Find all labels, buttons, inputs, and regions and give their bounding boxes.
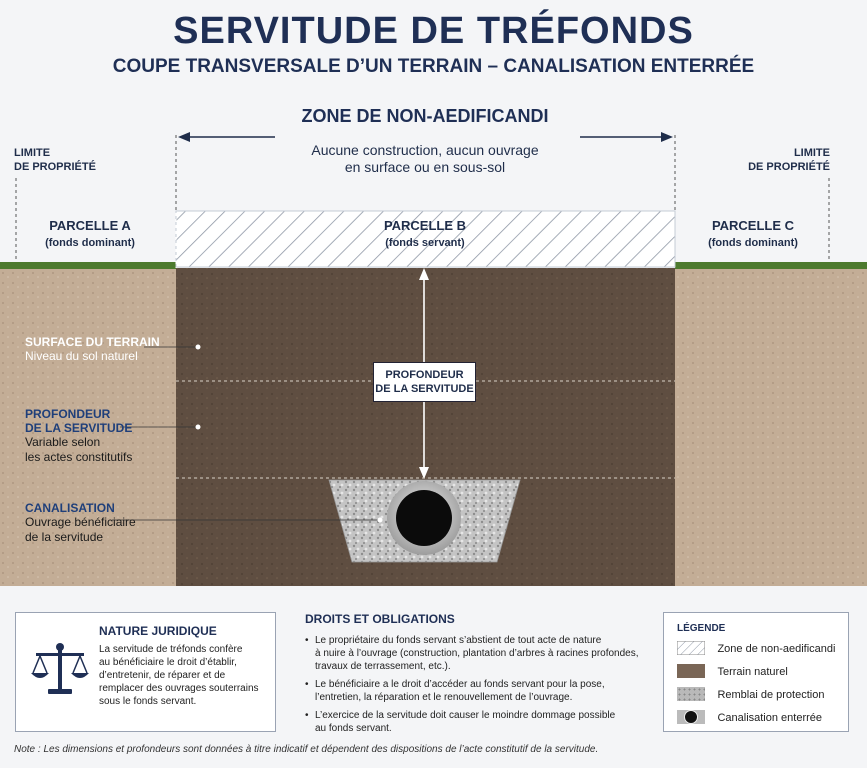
nature-juridique-box	[15, 612, 276, 732]
property-limit-right	[730, 146, 830, 174]
rights-line: au fonds servant.	[315, 723, 392, 734]
parcel-b-role: (fonds servant)	[385, 237, 465, 249]
depth-head-1: PROFONDEUR	[25, 407, 111, 421]
legend-title: LÉGENDE	[677, 623, 726, 634]
grass-left	[0, 262, 176, 269]
parcel-c-name: PARCELLE C	[711, 218, 795, 233]
soil-parcel-c	[675, 268, 867, 586]
nature-title: NATURE JURIDIQUE	[99, 624, 217, 638]
gravel-swatch-icon	[677, 687, 705, 701]
bullet-icon: •	[305, 679, 309, 690]
rights-item	[305, 634, 645, 673]
page-title: SERVITUDE DE TRÉFONDS	[173, 10, 694, 52]
rights-line: l’entretien, la réparation et le renouvellement de l’ouvrage.	[315, 692, 573, 703]
nature-line: au bénéficiaire le droit d’établir,	[99, 657, 237, 668]
legend-item	[677, 708, 822, 726]
rights-line: travaux de terrassement, etc.).	[315, 661, 451, 672]
nature-line: d’entretenir, de réparer et de	[99, 670, 226, 681]
parcel-b-name: PARCELLE B	[383, 218, 467, 233]
depth-box-line1: PROFONDEUR	[385, 369, 464, 381]
pipe-inner	[396, 490, 452, 546]
legend-item	[677, 639, 835, 657]
depth-head-2: DE LA SERVITUDE	[25, 421, 133, 435]
parcel-c-role: (fonds dominant)	[708, 237, 798, 249]
limit-right-line2: DE PROPRIÉTÉ	[748, 161, 830, 173]
pipe-head: CANALISATION	[25, 501, 115, 515]
surface-annotation	[25, 335, 160, 364]
pipe-swatch-icon	[677, 710, 705, 724]
grass-right	[675, 262, 867, 269]
rights-section	[305, 612, 645, 735]
nature-line: sous le fonds servant.	[99, 696, 197, 707]
rights-line: Le bénéficiaire a le droit d’accéder au fonds servant pour la pose,	[315, 679, 605, 690]
scales-icon	[30, 641, 90, 701]
depth-annotation	[25, 407, 132, 465]
legend-label: Terrain naturel	[717, 666, 788, 678]
pipe-text-1: Ouvrage bénéficiaire	[25, 515, 136, 529]
zone-description	[175, 142, 675, 176]
property-limit-left	[14, 146, 96, 174]
legend-label: Zone de non-aedificandi	[717, 643, 836, 655]
page-subtitle: COUPE TRANSVERSALE D’UN TERRAIN – CANALISATION ENTERRÉE	[112, 56, 755, 77]
rights-item	[305, 709, 645, 735]
zone-desc-line2: en surface ou en sous-sol	[344, 159, 506, 175]
legend-label: Remblai de protection	[717, 689, 825, 701]
rights-line: L’exercice de la servitude doit causer le moindre dommage possible	[315, 710, 616, 721]
nature-text	[99, 643, 271, 708]
rights-item	[305, 678, 645, 704]
zone-title: ZONE DE NON-AEDIFICANDI	[301, 106, 549, 126]
rights-title: DROITS ET OBLIGATIONS	[305, 612, 455, 626]
pipe-text-2: de la servitude	[25, 530, 104, 544]
limit-left-line1: LIMITE	[14, 147, 51, 159]
parcel-a-role: (fonds dominant)	[45, 237, 135, 249]
rights-line: à nuire à l’ouvrage (construction, plantation d’arbres à racines profondes,	[315, 648, 639, 659]
depth-label-box	[373, 362, 476, 402]
bullet-icon: •	[305, 635, 309, 646]
depth-text-1: Variable selon	[25, 435, 101, 449]
footnote: Note : Les dimensions et profondeurs sont données à titre indicatif et dépendent des dispositions de l’acte constitutif de la servitude.	[14, 744, 599, 755]
surface-head: SURFACE DU TERRAIN	[25, 335, 160, 349]
pipe-annotation	[25, 501, 136, 545]
nature-line: remplacer des ouvrages souterrains	[99, 683, 259, 694]
parcel-c	[683, 218, 823, 249]
nature-line: La servitude de tréfonds confère	[99, 644, 243, 655]
legend-item	[677, 662, 788, 680]
depth-text-2: les actes constitutifs	[25, 450, 133, 464]
limit-left-line2: DE PROPRIÉTÉ	[14, 161, 96, 173]
parcel-a-name: PARCELLE A	[49, 218, 131, 233]
surface-text: Niveau du sol naturel	[25, 349, 138, 363]
rights-line: Le propriétaire du fonds servant s’abstient de tout acte de nature	[315, 635, 602, 646]
soil-swatch-icon	[677, 664, 705, 678]
zone-desc-line1: Aucune construction, aucun ouvrage	[311, 142, 539, 158]
legend-item	[677, 685, 824, 703]
bullet-icon: •	[305, 710, 309, 721]
hatch-swatch-icon	[677, 641, 705, 655]
depth-box-line2: DE LA SERVITUDE	[375, 383, 474, 395]
parcel-b	[355, 218, 495, 249]
legend-box	[663, 612, 849, 732]
limit-right-line1: LIMITE	[793, 147, 830, 159]
parcel-a	[20, 218, 160, 249]
legend-label: Canalisation enterrée	[717, 712, 823, 724]
